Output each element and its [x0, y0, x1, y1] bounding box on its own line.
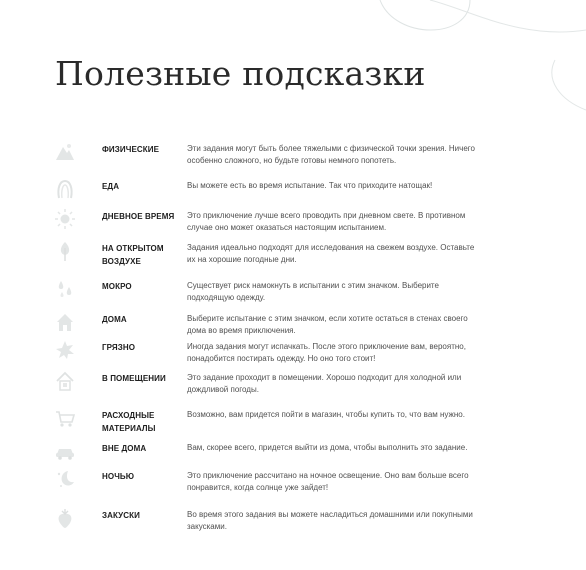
hint-text: Задания идеально подходят для исследования на свежем воздухе. Оставьте их на хорошие погодные дни. [187, 243, 475, 264]
page-title: Полезные подсказки [55, 54, 426, 93]
sun-icon [54, 208, 76, 230]
hint-text: Иногда задания могут испачкать. После этого приключение вам, вероятно, понадобится постирать одежду. Но оно того стоит! [187, 342, 466, 363]
house-icon [54, 311, 76, 333]
hint-label: МОКРО [102, 282, 132, 291]
car-icon [54, 440, 76, 462]
hint-text: Вам, скорее всего, придется выйти из дома, чтобы выполнить это задание. [187, 443, 468, 452]
raindrops-icon [54, 278, 76, 300]
tree-icon [54, 240, 76, 262]
hint-label: ДНЕВНОЕ ВРЕМЯ [102, 212, 175, 221]
hint-label: В ПОМЕЩЕНИИ [102, 374, 166, 383]
hint-text: Вы можете есть во время испытание. Так что приходите натощак! [187, 181, 433, 190]
hint-label: ДОМА [102, 315, 127, 324]
shopping-cart-icon [54, 407, 76, 429]
moon-icon [54, 468, 76, 490]
hint-text: Это задание проходит в помещении. Хорошо подходит для холодной или дождливой погоды. [187, 373, 462, 394]
strawberry-icon [54, 507, 76, 529]
leaf-icon [54, 339, 76, 361]
hint-label: ЗАКУСКИ [102, 511, 140, 520]
hint-label: ГРЯЗНО [102, 343, 136, 352]
hint-text: Возможно, вам придется пойти в магазин, чтобы купить то, что вам нужно. [187, 410, 465, 419]
hint-label: ЕДА [102, 182, 120, 191]
hint-text: Во время этого задания вы можете насладиться домашними или покупными закусками. [187, 510, 473, 531]
food-icon [54, 178, 76, 200]
hint-text: Это приключение лучше всего проводить при дневном свете. В противном случае оно может оказаться настоящим испытанием. [187, 211, 466, 232]
hint-text: Выберите испытание с этим значком, если хотите остаться в стенах своего дома во время приключения. [187, 314, 468, 335]
hint-label: ФИЗИЧЕСКИЕ [102, 145, 160, 154]
hint-label: ВНЕ ДОМА [102, 444, 147, 453]
hint-text: Существует риск намокнуть в испытании с этим значком. Выберите подходящую одежду. [187, 281, 439, 302]
indoor-house-icon [54, 370, 76, 392]
hint-text: Это приключение рассчитано на ночное освещение. Оно вам больше всего понравится, когда солнце уже зайдет! [187, 471, 469, 492]
hint-label: НОЧЬЮ [102, 472, 135, 481]
hint-label: НА ОТКРЫТОМ ВОЗДУХЕ [102, 244, 164, 266]
hint-label: РАСХОДНЫЕ МАТЕРИАЛЫ [102, 411, 156, 433]
mountain-icon [54, 141, 76, 163]
hint-text: Эти задания могут быть более тяжелыми с физической точки зрения. Ничего особенно сложного, но будьте готовы немного попотеть. [187, 144, 475, 165]
